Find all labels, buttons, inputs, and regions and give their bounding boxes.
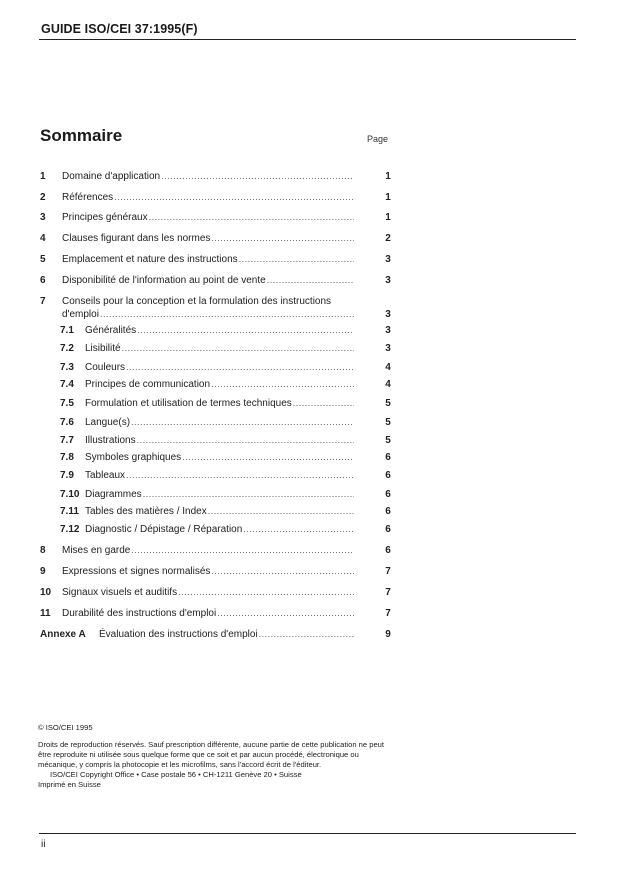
toc-entry-label: Évaluation des instructions d'emploi bbox=[99, 629, 258, 640]
toc-entry-label: Durabilité des instructions d'emploi bbox=[62, 608, 217, 619]
toc-entry-label-continued: d'emploi bbox=[62, 309, 99, 320]
toc-entry-page: 6 bbox=[385, 470, 391, 481]
toc-entry-page: 1 bbox=[385, 171, 391, 182]
toc-entry-page: 6 bbox=[385, 545, 391, 556]
toc-entry-number: 7.3 bbox=[60, 362, 74, 373]
toc-entry-number: 1 bbox=[40, 171, 46, 182]
toc-entry-page: 6 bbox=[385, 452, 391, 463]
toc-entry-label: Lisibilité bbox=[85, 343, 121, 354]
toc-leader-dots bbox=[114, 191, 354, 204]
toc-entry-page: 3 bbox=[385, 325, 391, 336]
toc-leader-dots bbox=[217, 607, 354, 620]
toc-entry-number: 6 bbox=[40, 275, 46, 286]
toc-title: Sommaire bbox=[40, 126, 123, 145]
copyright-rights: Droits de reproduction réservés. Sauf prescription différente, aucune partie de cette publication ne peut être reproduite ni utilisée sous quelque forme que ce soit et par aucun procédé, électronique ou mécanique, y compris la photocopie et les microfilms, sans l'accord écrit de l'éditeur. bbox=[38, 740, 385, 769]
toc-entry[interactable] bbox=[40, 505, 390, 518]
toc-entry[interactable] bbox=[40, 451, 390, 464]
toc-leader-dots bbox=[208, 505, 354, 518]
toc-entry[interactable] bbox=[40, 361, 390, 374]
toc-entry-number: 7.6 bbox=[60, 417, 74, 428]
toc-entry-label: Généralités bbox=[85, 325, 137, 336]
toc-entry-page: 5 bbox=[385, 417, 391, 428]
toc-entry-number: 7.4 bbox=[60, 379, 74, 390]
toc-entry-number: 3 bbox=[40, 212, 46, 223]
toc-entry[interactable] bbox=[40, 628, 390, 641]
toc-leader-dots bbox=[178, 586, 354, 599]
toc-entry-number: Annexe A bbox=[40, 629, 86, 640]
toc-entry-number: 11 bbox=[40, 608, 51, 619]
toc-entry[interactable] bbox=[40, 211, 390, 224]
toc-entry-label: Symboles graphiques bbox=[85, 452, 182, 463]
toc-leader-dots bbox=[267, 274, 354, 287]
toc-entry-number: 7.11 bbox=[60, 506, 79, 517]
toc-leader-dots bbox=[182, 451, 354, 464]
toc-entry-number: 2 bbox=[40, 192, 46, 203]
toc-leader-dots bbox=[126, 469, 354, 482]
toc-leader-dots bbox=[149, 211, 354, 224]
toc-entry-page: 6 bbox=[385, 524, 391, 535]
page-column-label: Page bbox=[367, 134, 389, 144]
toc-entry-page: 7 bbox=[385, 608, 391, 619]
toc-entry[interactable] bbox=[40, 378, 390, 391]
toc-entry[interactable] bbox=[40, 397, 390, 410]
toc-entry-page: 3 bbox=[385, 275, 391, 286]
toc-entry-label: Signaux visuels et auditifs bbox=[62, 587, 178, 598]
toc-entry-number: 7.10 bbox=[60, 489, 80, 500]
toc-entry-label: Références bbox=[62, 192, 114, 203]
toc-entry-page: 7 bbox=[385, 566, 391, 577]
toc-entry-page: 3 bbox=[385, 309, 391, 320]
toc-leader-dots bbox=[211, 232, 354, 245]
toc-leader-dots bbox=[126, 361, 354, 374]
toc-entry-label: Formulation et utilisation de termes techniques bbox=[85, 398, 292, 409]
toc-entry[interactable] bbox=[40, 523, 390, 536]
toc-entry[interactable] bbox=[40, 565, 390, 578]
toc-entry-number: 7.12 bbox=[60, 524, 80, 535]
toc-entry-label: Diagrammes bbox=[85, 489, 142, 500]
toc-entry-number: 8 bbox=[40, 545, 46, 556]
toc-entry-label: Mises en garde bbox=[62, 545, 131, 556]
header-rule bbox=[39, 39, 576, 40]
toc-entry-label: Expressions et signes normalisés bbox=[62, 566, 211, 577]
toc-entry-page: 1 bbox=[385, 212, 391, 223]
toc-entry[interactable] bbox=[40, 544, 390, 557]
toc-entry[interactable] bbox=[40, 342, 390, 355]
page-number: ii bbox=[41, 839, 46, 850]
toc-entry[interactable] bbox=[40, 469, 390, 482]
toc-entry[interactable] bbox=[40, 253, 390, 266]
toc-entry-label: Conseils pour la conception et la formulation des instructions bbox=[62, 296, 332, 307]
toc-entry-label: Diagnostic / Dépistage / Réparation bbox=[85, 524, 243, 535]
toc-entry-number: 9 bbox=[40, 566, 46, 577]
copyright-office: ISO/CEI Copyright Office • Case postale 56 • CH-1211 Genève 20 • Suisse bbox=[50, 770, 302, 779]
toc-entry-label: Couleurs bbox=[85, 362, 126, 373]
toc-entry-label: Disponibilité de l'information au point de vente bbox=[62, 275, 266, 286]
toc-entry-page: 3 bbox=[385, 343, 391, 354]
toc-leader-dots bbox=[122, 342, 354, 355]
toc-entry-page: 9 bbox=[385, 629, 391, 640]
toc-entry-page: 4 bbox=[385, 379, 391, 390]
running-header-title: GUIDE ISO/CEI 37:1995(F) bbox=[41, 22, 198, 36]
toc-entry[interactable] bbox=[40, 416, 390, 429]
toc-leader-dots bbox=[293, 397, 354, 410]
copyright-notice bbox=[38, 723, 393, 790]
toc-entry-number: 10 bbox=[40, 587, 52, 598]
toc-entry-page: 4 bbox=[385, 362, 391, 373]
toc-entry-page: 7 bbox=[385, 587, 391, 598]
toc-entry[interactable] bbox=[40, 191, 390, 204]
toc-leader-dots bbox=[161, 170, 354, 183]
toc-entry[interactable] bbox=[40, 170, 390, 183]
copyright-line: © ISO/CEI 1995 bbox=[38, 723, 93, 732]
toc-entry-label: Illustrations bbox=[85, 435, 136, 446]
toc-entry-label: Langue(s) bbox=[85, 417, 131, 428]
toc-entry-label: Domaine d'application bbox=[62, 171, 161, 182]
toc-entry-number: 7.1 bbox=[60, 325, 74, 336]
toc-entry[interactable] bbox=[40, 607, 390, 620]
toc-entry[interactable] bbox=[40, 324, 390, 337]
toc-entry-label: Clauses figurant dans les normes bbox=[62, 233, 211, 244]
toc-entry-number: 7.9 bbox=[60, 470, 74, 481]
toc-leader-dots bbox=[131, 416, 354, 429]
toc-entry-page: 1 bbox=[385, 192, 391, 203]
toc-leader-dots bbox=[137, 324, 354, 337]
toc-entry-number: 5 bbox=[40, 254, 46, 265]
toc-entry-number: 7.5 bbox=[60, 398, 74, 409]
toc-entry-label: Principes généraux bbox=[62, 212, 148, 223]
toc-entry[interactable] bbox=[40, 434, 390, 447]
toc-entry[interactable] bbox=[40, 295, 390, 321]
toc-leader-dots bbox=[143, 488, 354, 501]
toc-leader-dots bbox=[137, 434, 354, 447]
toc-entry-number: 4 bbox=[40, 233, 46, 244]
toc-leader-dots bbox=[243, 523, 354, 536]
toc-leader-dots bbox=[100, 308, 354, 321]
toc-entry-page: 6 bbox=[385, 489, 391, 500]
toc-leader-dots bbox=[211, 565, 354, 578]
toc-entry-page: 2 bbox=[385, 233, 391, 244]
toc-entry-page: 5 bbox=[385, 435, 391, 446]
toc-entry[interactable] bbox=[40, 232, 390, 245]
toc-entry-number: 7.7 bbox=[60, 435, 74, 446]
toc-entry-label: Emplacement et nature des instructions bbox=[62, 254, 238, 265]
toc-entry[interactable] bbox=[40, 586, 390, 599]
toc-leader-dots bbox=[211, 378, 354, 391]
toc-entry-page: 5 bbox=[385, 398, 391, 409]
toc-entry-label: Tableaux bbox=[85, 470, 126, 481]
toc-leader-dots bbox=[259, 628, 354, 641]
toc-entry-label: Tables des matières / Index bbox=[85, 506, 207, 517]
footer-rule bbox=[39, 833, 576, 834]
toc-entry-number: 7.2 bbox=[60, 343, 74, 354]
toc-entry[interactable] bbox=[40, 488, 390, 501]
toc-leader-dots bbox=[239, 253, 354, 266]
toc-entry-page: 6 bbox=[385, 506, 391, 517]
toc-entry[interactable] bbox=[40, 274, 390, 287]
copyright-printed: Imprimé en Suisse bbox=[38, 780, 101, 789]
toc-entry-page: 3 bbox=[385, 254, 391, 265]
toc-leader-dots bbox=[131, 544, 354, 557]
toc-entry-number: 7 bbox=[40, 296, 46, 307]
toc-entry-number: 7.8 bbox=[60, 452, 74, 463]
toc-entry-label: Principes de communication bbox=[85, 379, 211, 390]
